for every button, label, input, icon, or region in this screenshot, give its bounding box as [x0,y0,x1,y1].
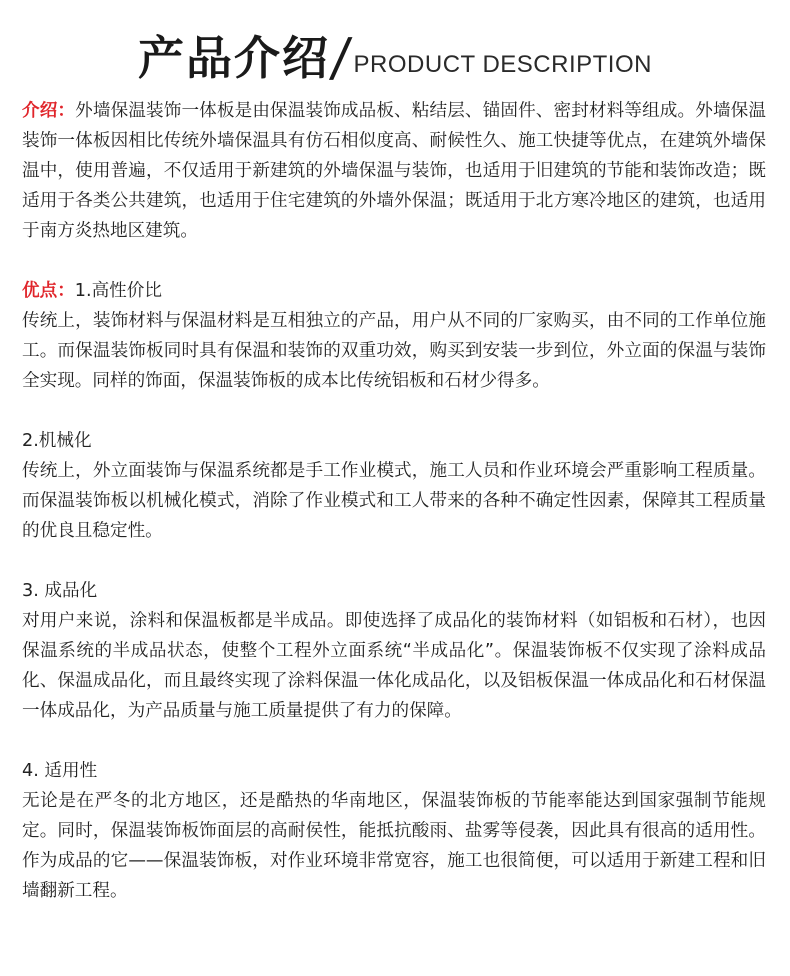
advantage-3-heading: 3. 成品化 [22,581,98,601]
title-english: PRODUCT DESCRIPTION [353,51,652,78]
advantage-1-text: 传统上，装饰材料与保温材料是互相独立的产品，用户从不同的厂家购买，由不同的工作单位施工。而保温装饰板同时具有保温和装饰的双重功效，购买到安装一步到位，外立面的保温与装饰全实现。同样的饰面，保温装饰板的成本比传统铝板和石材少得多。 [22,311,766,391]
spacer [22,546,766,576]
intro-label: 介绍： [22,101,76,121]
description-body [22,96,766,906]
advantages-label: 优点： [22,281,75,301]
spacer [22,246,766,276]
advantage-1-heading-line [22,276,766,306]
title-chinese: 产品介绍 [138,31,331,85]
page-header [0,26,790,86]
advantage-2-text: 传统上，外立面装饰与保温系统都是手工作业模式，施工人员和作业环境会严重影响工程质量。而保温装饰板以机械化模式，消除了作业模式和工人带来的各种不确定性因素，保障其工程质量的优良且稳定性。 [22,461,766,541]
spacer [22,396,766,426]
advantage-1-heading: 1.高性价比 [74,281,162,301]
advantage-4-text: 无论是在严冬的北方地区，还是酷热的华南地区，保温装饰板的节能率能达到国家强制节能规定。同时，保温装饰板饰面层的高耐侯性，能抵抗酸雨、盐雾等侵袭，因此具有很高的适用性。作为成品的它——保温装饰板，对作业环境非常宽容，施工也很简便，可以适用于新建工程和旧墙翻新工程。 [22,791,766,901]
advantage-2-heading: 2.机械化 [22,431,92,451]
intro-text: 外墙保温装饰一体板是由保温装饰成品板、粘结层、锚固件、密封材料等组成。外墙保温装饰一体板因相比传统外墙保温具有仿石相似度高、耐候性久、施工快捷等优点，在建筑外墙保温中，使用普遍，不仅适用于新建筑的外墙保温与装饰，也适用于旧建筑的节能和装饰改造；既适用于各类公共建筑，也适用于住宅建筑的外墙外保温；既适用于北方寒冷地区的建筑，也适用于南方炎热地区建筑。 [22,101,766,241]
intro-paragraph [22,96,766,246]
spacer [22,726,766,756]
title-slash: / [327,28,354,88]
advantage-4-heading: 4. 适用性 [22,761,98,781]
advantage-3-text: 对用户来说，涂料和保温板都是半成品。即使选择了成品化的装饰材料（如铝板和石材），也因保温系统的半成品状态，使整个工程外立面系统“半成品化”。保温装饰板不仅实现了涂料成品化、保温成品化，而且最终实现了涂料保温一体化成品化，以及铝板保温一体成品化和石材保温一体成品化，为产品质量与施工质量提供了有力的保障。 [22,611,766,721]
